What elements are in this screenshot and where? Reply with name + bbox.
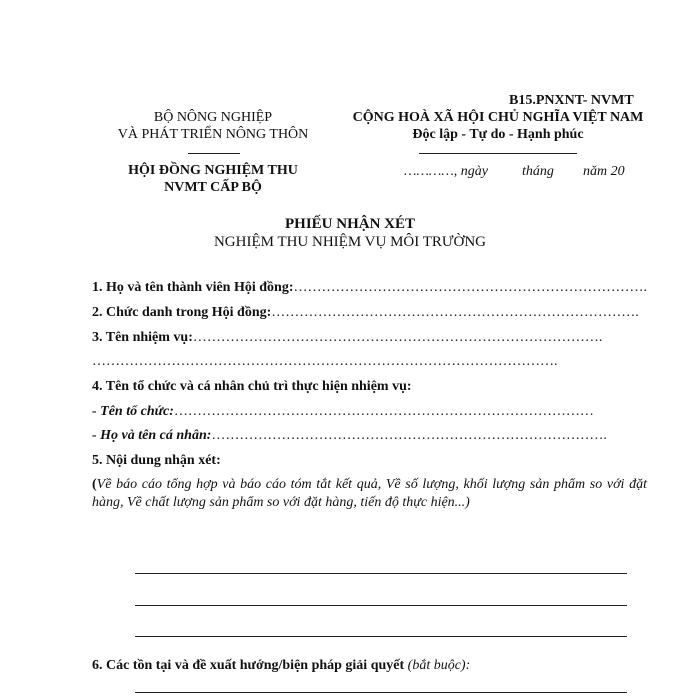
- ministry-name-line1: BỘ NÔNG NGHIỆP: [153, 110, 273, 125]
- paren-open: (: [92, 477, 97, 492]
- form-subtitle: NGHIỆM THU NHIỆM VỤ MÔI TRƯỜNG: [213, 234, 487, 250]
- field-org-name-dots[interactable]: ………………………………………………………………………………: [173, 404, 594, 419]
- council-name-line2: NVMT CẤP BỘ: [164, 180, 262, 195]
- date-month: tháng: [522, 164, 554, 179]
- field-org-name: [92, 404, 594, 420]
- field-comments-instructions: [92, 476, 647, 512]
- field-member-name: [92, 280, 647, 296]
- field-council-title: [92, 305, 639, 321]
- answer-line[interactable]: [135, 605, 627, 606]
- republic-name: CỘNG HOÀ XÃ HỘI CHỦ NGHĨA VIỆT NAM: [352, 110, 644, 125]
- field-member-name-dots[interactable]: ………………………………………………………………….: [293, 280, 647, 295]
- field-person-name: [92, 428, 607, 444]
- field-council-title-label: 2. Chức danh trong Hội đồng:: [92, 305, 272, 320]
- field-comments-desc: Về báo cáo tổng hợp và báo cáo tóm tắt kết quả, Về số lượng, khối lượng sản phẩm so với đặt hàng, Về chất lượng sản phẩm so với đặt hàng, tiến độ thực hiện...): [92, 477, 647, 510]
- field-task-name-label: 3. Tên nhiệm vụ:: [92, 330, 193, 345]
- council-name-line1: HỘI ĐỒNG NGHIỆM THU: [128, 163, 298, 178]
- field-issues: [92, 658, 470, 674]
- field-person-name-dots[interactable]: ………………………………………………………………………….: [211, 428, 607, 443]
- national-motto: Độc lập - Tự do - Hạnh phúc: [412, 127, 584, 142]
- field-host-label: 4. Tên tổ chức và cá nhân chủ trì thực hiện nhiệm vụ:: [92, 379, 412, 394]
- answer-line[interactable]: [135, 573, 627, 574]
- date-day: …………, ngày: [404, 164, 489, 179]
- field-comments-label: 5. Nội dung nhận xét:: [92, 453, 221, 468]
- ministry-underline: [188, 153, 240, 154]
- field-person-name-label: - Họ và tên cá nhân:: [92, 428, 212, 443]
- form-code: B15.PNXNT- NVMT: [509, 93, 634, 108]
- field-task-name-line2[interactable]: ……………………………………………………………………………………….: [92, 354, 558, 369]
- field-task-name-dots[interactable]: …………………………………………………………………………….: [192, 330, 603, 345]
- field-org-name-label: - Tên tổ chức:: [92, 404, 174, 419]
- field-issues-label: 6. Các tồn tại và đề xuất hướng/biện pháp giải quyết: [92, 658, 405, 673]
- field-issues-note: (bắt buộc):: [407, 658, 471, 673]
- field-member-name-label: 1. Họ và tên thành viên Hội đồng:: [92, 280, 294, 295]
- answer-line[interactable]: [135, 636, 627, 637]
- form-title: PHIẾU NHẬN XÉT: [284, 216, 415, 232]
- answer-line[interactable]: [135, 692, 627, 693]
- field-council-title-dots[interactable]: …………………………………………………………………….: [271, 305, 639, 320]
- motto-underline: [419, 153, 577, 154]
- field-task-name: [92, 330, 602, 346]
- date-year: năm 20: [583, 164, 625, 179]
- ministry-name-line2: VÀ PHÁT TRIỂN NÔNG THÔN: [117, 127, 309, 142]
